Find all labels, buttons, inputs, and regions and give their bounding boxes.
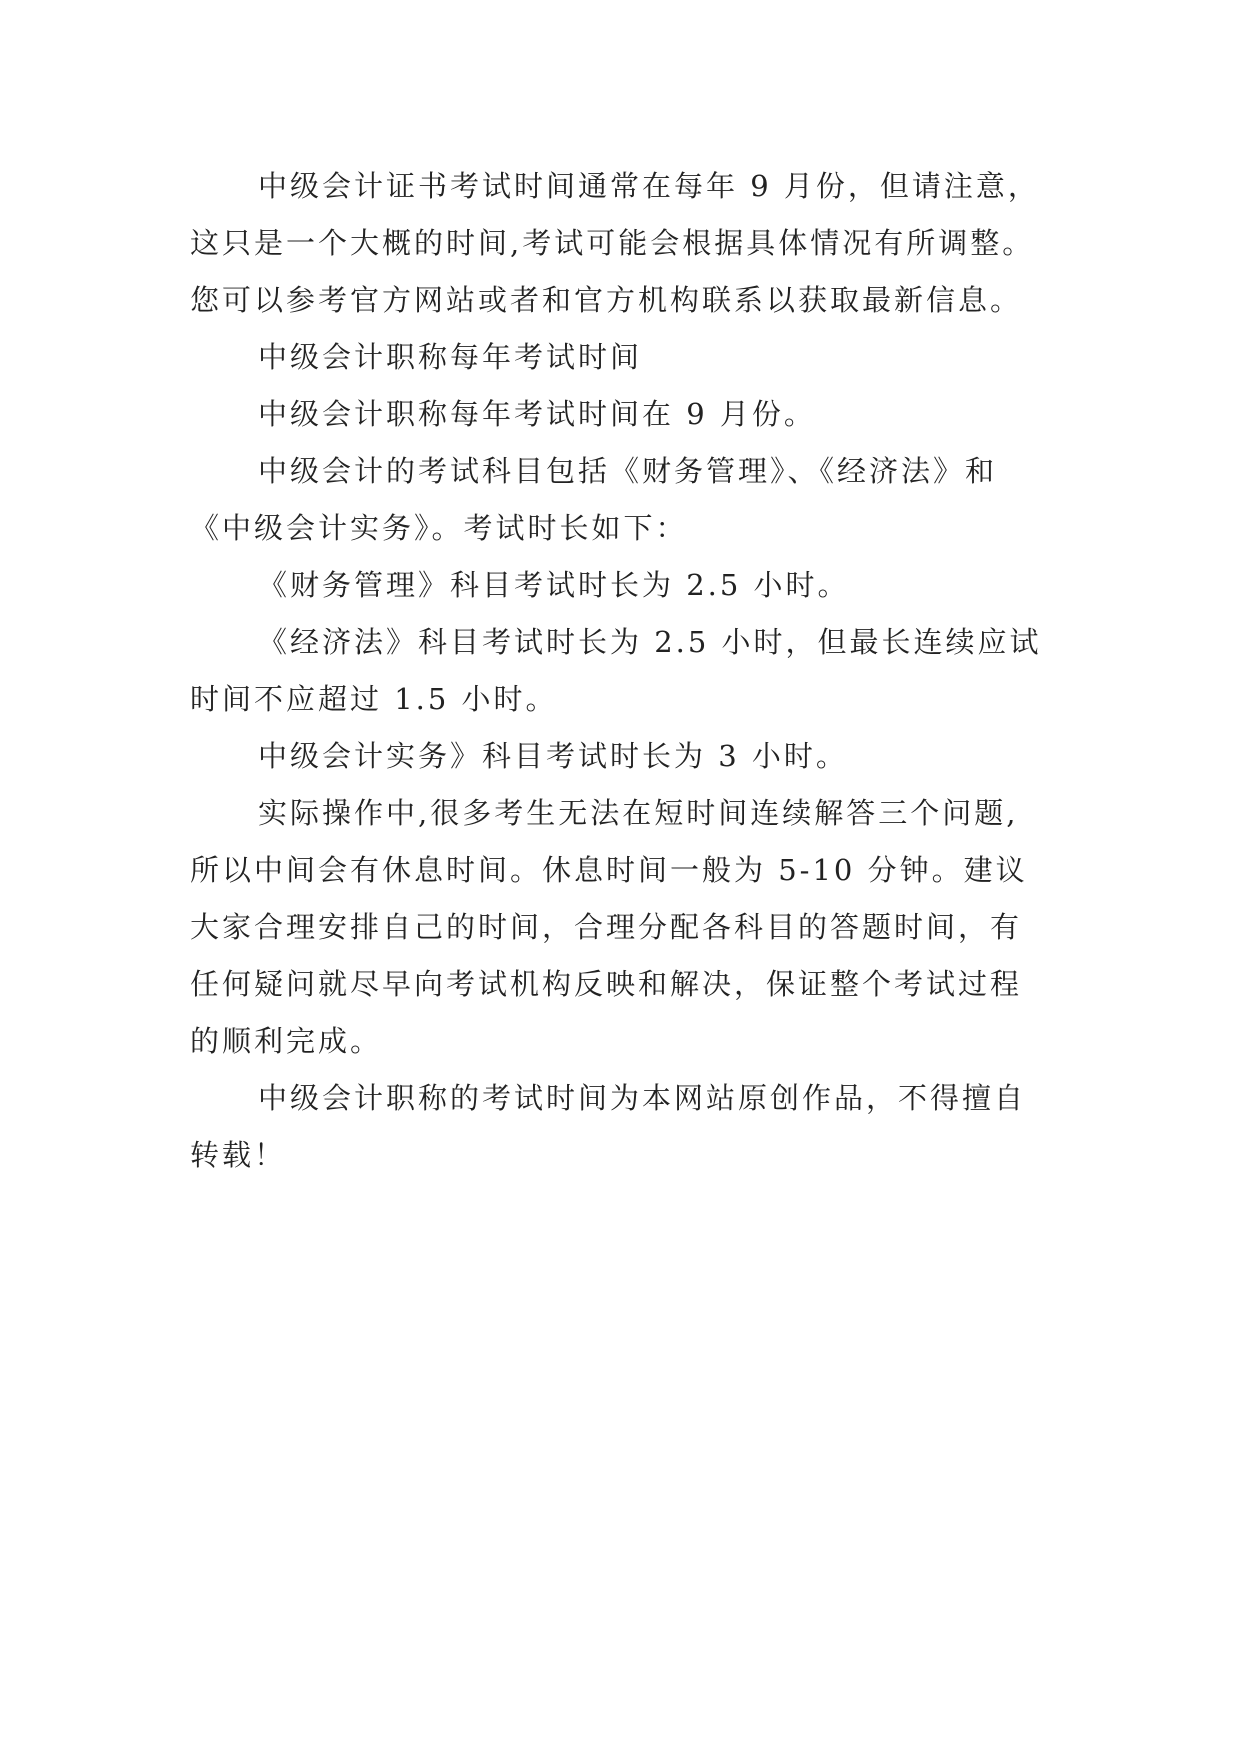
text-line: 所以中间会有休息时间。休息时间一般为 5-10 分钟。建议 [190, 853, 1028, 887]
text-line: 您可以参考官方网站或者和官方机构联系以获取最新信息。 [190, 283, 1023, 317]
text-line: 《财务管理》科目考试时长为 2.5 小时。 [258, 568, 850, 602]
text-line: 中级会计职称的考试时间为本网站原创作品，不得擅自 [258, 1081, 1027, 1115]
paragraph-exam-subjects [190, 443, 1090, 557]
paragraph-break-time-advice [190, 785, 1090, 1070]
text-line: 中级会计的考试科目包括《财务管理》、《经济法》和 [258, 454, 998, 488]
text-line: 时间不应超过 1.5 小时。 [190, 682, 558, 716]
text-line: 这只是一个大概的时间,考试可能会根据具体情况有所调整。 [190, 226, 1035, 260]
text-line: 中级会计职称每年考试时间 [258, 340, 643, 374]
text-line: 中级会计实务》科目考试时长为 3 小时。 [258, 739, 848, 773]
text-line: 中级会计职称每年考试时间在 9 月份。 [258, 397, 816, 431]
text-line: 转载！ [190, 1138, 287, 1172]
paragraph-exam-time-intro [190, 158, 1090, 329]
paragraph-copyright-notice [190, 1070, 1090, 1184]
paragraph-exam-month [190, 386, 1090, 443]
text-line: 实际操作中,很多考生无法在短时间连续解答三个问题, [258, 796, 1019, 830]
text-line: 的顺利完成。 [190, 1024, 383, 1058]
text-line: 中级会计证书考试时间通常在每年 9 月份，但请注意， [258, 169, 1040, 203]
text-line: 《经济法》科目考试时长为 2.5 小时，但最长连续应试 [258, 625, 1042, 659]
document-body [190, 158, 1090, 1184]
paragraph-financial-management-duration [190, 557, 1090, 614]
paragraph-accounting-practice-duration [190, 728, 1090, 785]
text-line: 大家合理安排自己的时间，合理分配各科目的答题时间，有 [190, 910, 1023, 944]
text-line: 《中级会计实务》。考试时长如下： [190, 511, 688, 545]
text-line: 任何疑问就尽早向考试机构反映和解决，保证整个考试过程 [190, 967, 1023, 1001]
paragraph-economic-law-duration [190, 614, 1090, 728]
paragraph-heading-annual-exam-time [190, 329, 1090, 386]
